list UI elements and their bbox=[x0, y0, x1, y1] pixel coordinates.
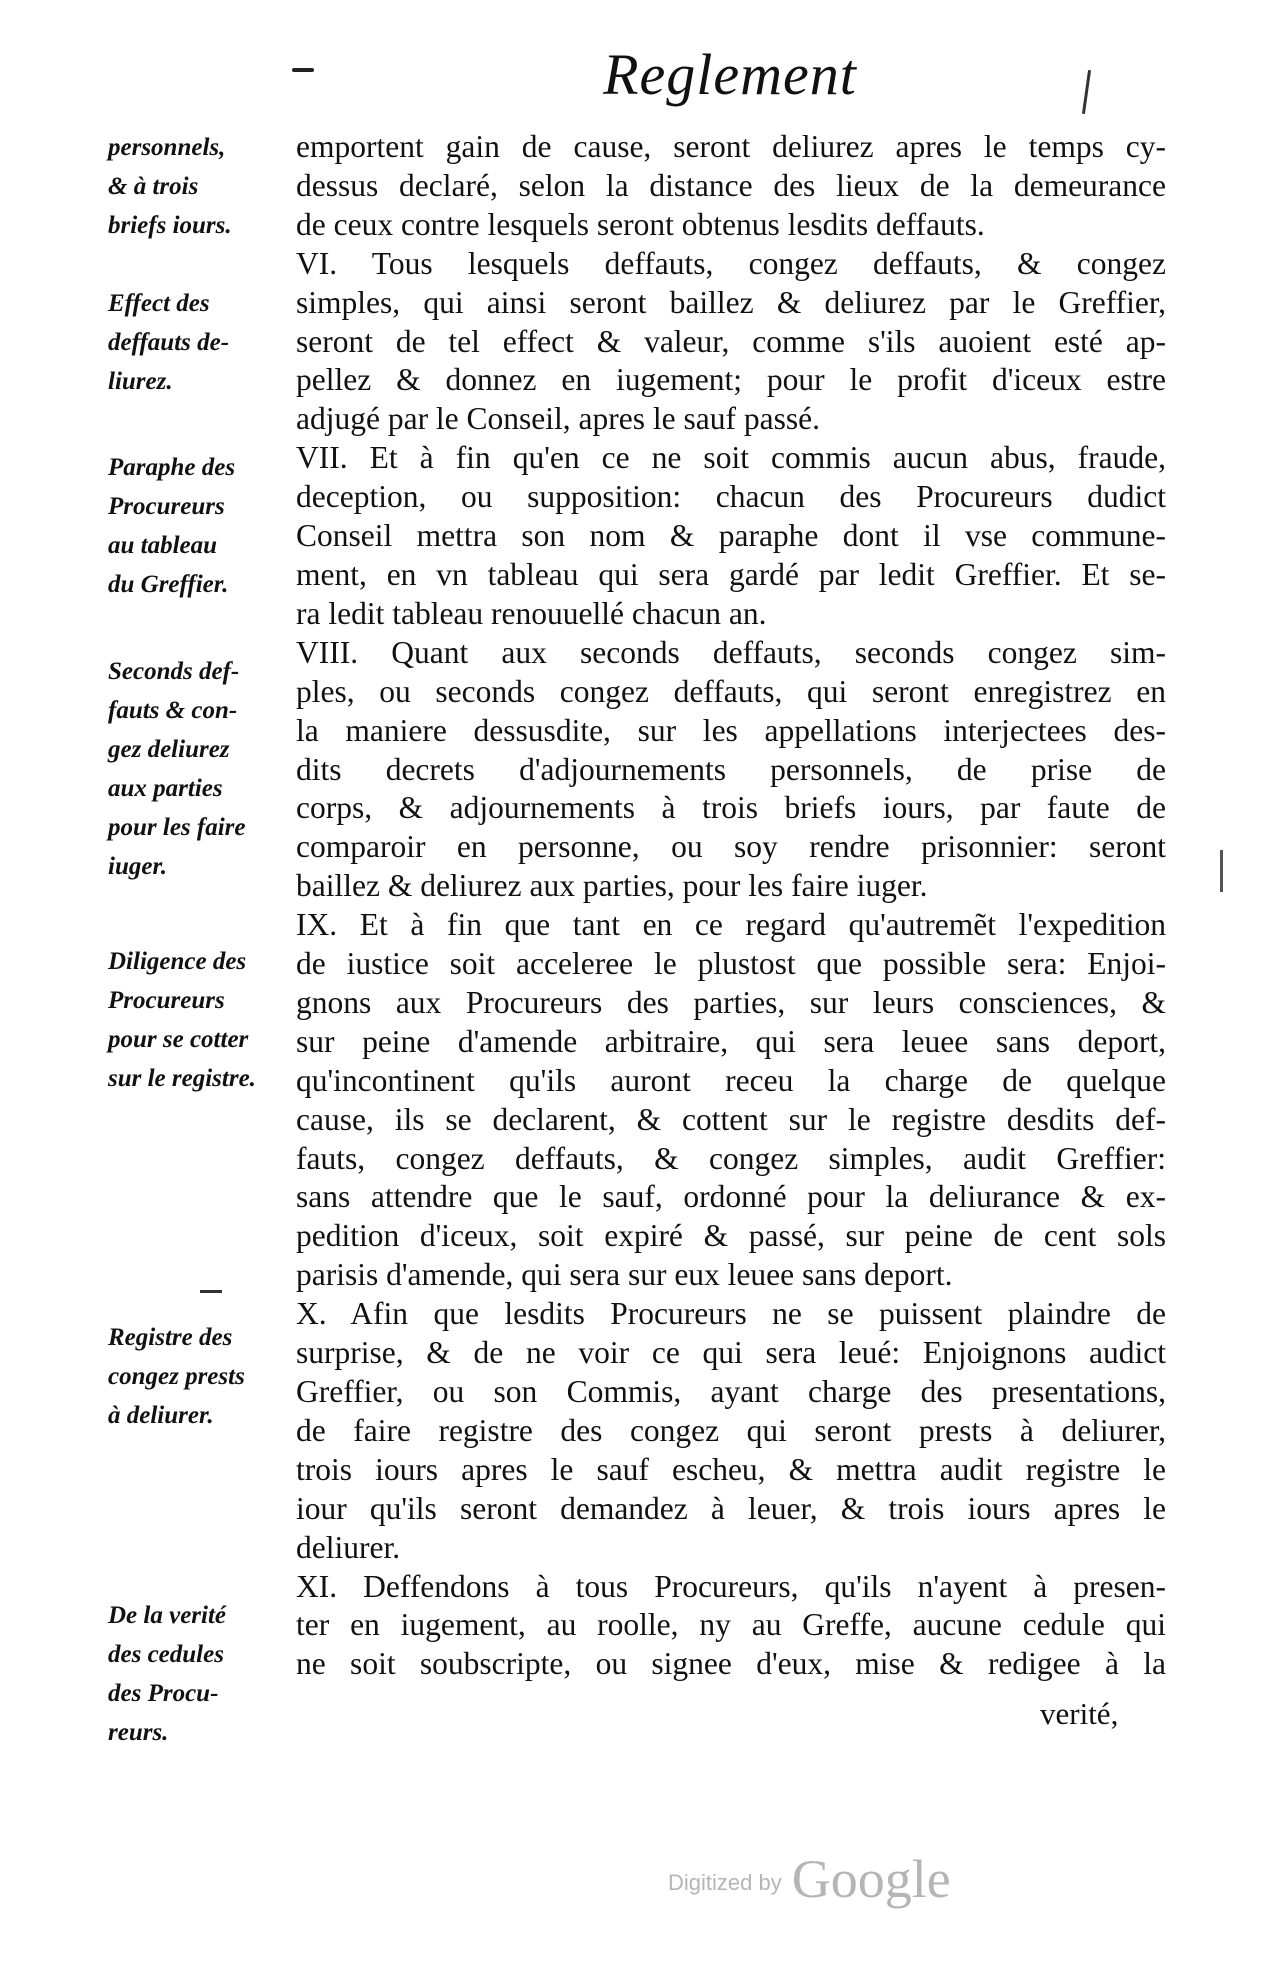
ink-mark bbox=[1082, 70, 1091, 114]
body-line: cause, ils se declarent, & cottent sur le registre desdits def- bbox=[296, 1101, 1166, 1137]
margin-note-line: De la verité bbox=[108, 1602, 227, 1629]
body-line: Greffier, ou son Commis, ayant charge des presentations, bbox=[296, 1374, 1166, 1409]
margin-note-line: pour se cotter bbox=[108, 1026, 249, 1053]
margin-note-line: Registre des bbox=[108, 1324, 233, 1351]
margin-note-line: reurs. bbox=[108, 1719, 169, 1746]
digitized-watermark bbox=[668, 1846, 951, 1909]
google-logo: Google bbox=[791, 1849, 951, 1909]
body-line: de faire registre des congez qui seront prests à deliurer, bbox=[296, 1412, 1166, 1448]
margin-note-line: personnels, bbox=[108, 134, 226, 161]
body-line: pellez & donnez en iugement; pour le profit d'iceux estre bbox=[296, 362, 1166, 398]
body-line: IX. Et à fin que tant en ce regard qu'autremẽt l'expedition bbox=[296, 907, 1166, 943]
ink-mark bbox=[200, 1290, 222, 1293]
body-line: ment, en vn tableau qui sera gardé par ledit Greffier. Et se- bbox=[296, 556, 1166, 592]
body-line: de ceux contre lesquels seront obtenus lesdits deffauts. bbox=[296, 206, 985, 242]
body-line: comparoir en personne, ou soy rendre prisonnier: seront bbox=[296, 829, 1166, 865]
margin-note-de-la-verite bbox=[108, 1596, 294, 1752]
margin-note-line: des Procu- bbox=[108, 1680, 219, 1707]
margin-note-line: deffauts de- bbox=[108, 329, 230, 356]
margin-note-line: du Greffier. bbox=[108, 571, 229, 598]
margin-note-line: gez deliurez bbox=[108, 736, 230, 763]
scan-edge-mark bbox=[1220, 850, 1223, 892]
margin-note-line: Effect des bbox=[108, 290, 210, 317]
margin-note-paraphe-des-procureurs bbox=[108, 448, 294, 604]
ink-mark bbox=[292, 68, 314, 72]
body-line: parisis d'amende, qui sera sur eux leuee sans deport. bbox=[296, 1257, 953, 1293]
catchword: verité, bbox=[1040, 1696, 1119, 1731]
body-line: gnons aux Procureurs des parties, sur leurs consciences, & bbox=[296, 984, 1166, 1020]
margin-note-line: Seconds def- bbox=[108, 658, 240, 685]
body-line: VII. Et à fin qu'en ce ne soit commis aucun abus, fraude, bbox=[296, 440, 1166, 476]
body-line: iour qu'ils seront demandez à leuer, & trois iours apres le bbox=[296, 1490, 1166, 1526]
body-line: surprise, & de ne voir ce qui sera leué: Enjoignons audict bbox=[296, 1335, 1166, 1371]
margin-note-seconds-deffauts bbox=[108, 652, 294, 886]
margin-note-line: pour les faire bbox=[108, 814, 246, 841]
watermark-prefix: Digitized by bbox=[668, 1870, 782, 1895]
margin-note-line: aux parties bbox=[108, 775, 223, 802]
body-line: sans attendre que le sauf, ordonné pour la deliurance & ex- bbox=[296, 1179, 1166, 1215]
body-line: sur peine d'amende arbitraire, qui sera leuee sans deport, bbox=[296, 1023, 1166, 1059]
body-line: baillez & deliurez aux parties, pour les faire iuger. bbox=[296, 868, 928, 904]
body-line: corps, & adjournements à trois briefs iours, par faute de bbox=[296, 790, 1166, 826]
body-line: la maniere dessusdite, sur les appellations interjectees des- bbox=[296, 712, 1166, 748]
body-line: Conseil mettra son nom & paraphe dont il vse commune- bbox=[296, 518, 1166, 554]
running-head: Reglement bbox=[603, 42, 857, 107]
margin-note-line: à deliurer. bbox=[108, 1402, 214, 1429]
margin-note-line: briefs iours. bbox=[108, 212, 232, 239]
body-line: simples, qui ainsi seront baillez & deliurez par le Greffier, bbox=[296, 284, 1166, 320]
body-line: fauts, congez deffauts, & congez simples, audit Greffier: bbox=[296, 1140, 1166, 1176]
margin-note-line: des cedules bbox=[108, 1641, 224, 1668]
body-line: ne soit soubscripte, ou signee d'eux, mise & redigee à la bbox=[296, 1646, 1166, 1682]
margin-note-line: Procureurs bbox=[108, 493, 225, 520]
body-line: pedition d'iceux, soit expiré & passé, sur peine de cent sols bbox=[296, 1218, 1166, 1254]
body-line: deliurer. bbox=[296, 1529, 401, 1565]
margin-note-line: au tableau bbox=[108, 532, 218, 559]
body-line: X. Afin que lesdits Procureurs ne se puissent plaindre de bbox=[296, 1296, 1166, 1332]
body-text bbox=[296, 128, 1166, 1684]
margin-note-line: iuger. bbox=[108, 853, 168, 880]
body-line: de iustice soit acceleree le plustost que possible sera: Enjoi- bbox=[296, 946, 1166, 982]
body-line: dits decrets d'adjournements personnels, de prise de bbox=[296, 751, 1166, 787]
body-line: seront de tel effect & valeur, comme s'ils auoient esté ap- bbox=[296, 323, 1166, 359]
margin-note-line: Procureurs bbox=[108, 987, 225, 1014]
margin-note-diligence-des-procureurs bbox=[108, 942, 294, 1098]
body-line: qu'incontinent qu'ils auront receu la charge de quelque bbox=[296, 1062, 1166, 1098]
margin-note-line: congez prests bbox=[108, 1363, 245, 1390]
body-line: ples, ou seconds congez deffauts, qui seront enregistrez en bbox=[296, 673, 1166, 709]
body-line: trois iours apres le sauf escheu, & mettra audit registre le bbox=[296, 1451, 1166, 1487]
body-line: XI. Deffendons à tous Procureurs, qu'ils n'ayent à presen- bbox=[296, 1568, 1166, 1604]
margin-note-line: fauts & con- bbox=[108, 697, 238, 724]
margin-note-personnels bbox=[108, 128, 294, 245]
body-line: VIII. Quant aux seconds deffauts, seconds congez sim- bbox=[296, 634, 1166, 670]
body-line: VI. Tous lesquels deffauts, congez deffauts, & congez bbox=[296, 245, 1166, 281]
margin-note-registre-des-congez bbox=[108, 1318, 294, 1435]
margin-note-effect-des-deffauts bbox=[108, 284, 294, 401]
margin-note-line: sur le registre. bbox=[108, 1065, 256, 1092]
margin-note-line: Diligence des bbox=[108, 948, 247, 975]
body-line: emportent gain de cause, seront deliurez apres le temps cy- bbox=[296, 129, 1166, 164]
body-line: ra ledit tableau renouuellé chacun an. bbox=[296, 595, 767, 631]
body-line: dessus declaré, selon la distance des lieux de la demeurance bbox=[296, 167, 1166, 203]
body-line: deception, ou supposition: chacun des Procureurs dudict bbox=[296, 479, 1166, 515]
body-line: ter en iugement, au roolle, ny au Greffe, aucune cedule qui bbox=[296, 1607, 1166, 1643]
margin-note-line: liurez. bbox=[108, 368, 173, 395]
body-line: adjugé par le Conseil, apres le sauf passé. bbox=[296, 401, 820, 437]
margin-note-line: Paraphe des bbox=[108, 454, 236, 481]
margin-note-line: & à trois bbox=[108, 173, 199, 200]
